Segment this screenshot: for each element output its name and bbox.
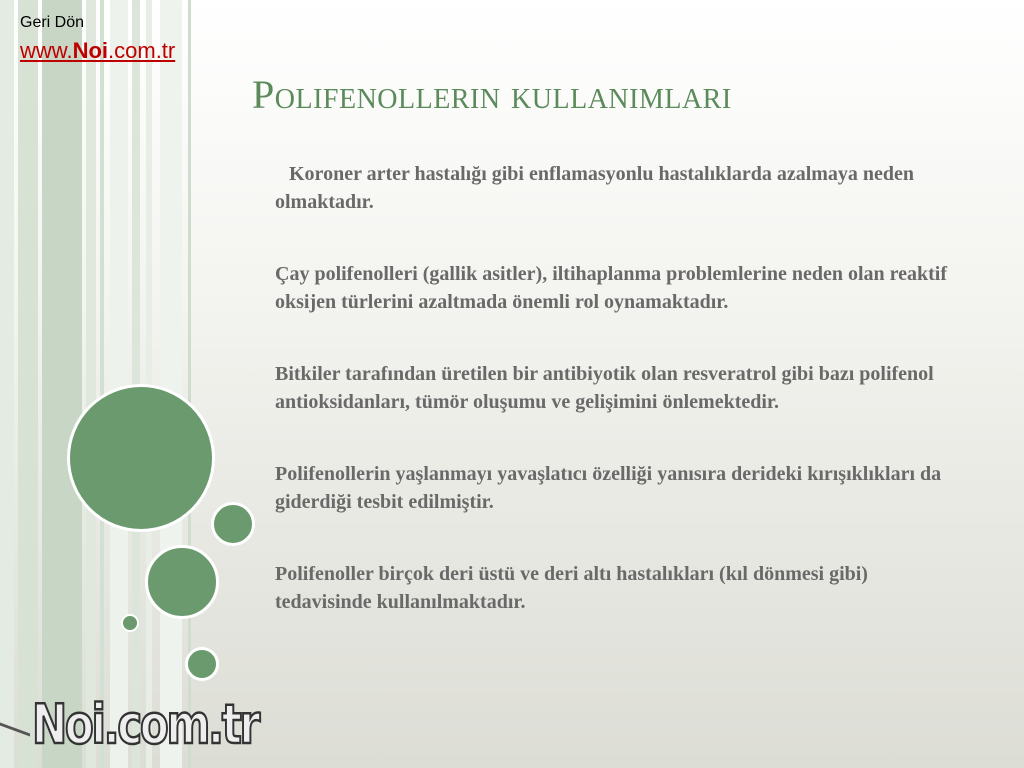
paragraph-1: Koroner arter hastalığı gibi enflamasyonlu hastalıklarda azalmaya neden olmaktadır. bbox=[275, 163, 915, 213]
paragraph-5: Polifenoller birçok deri üstü ve deri altı hastalıkları (kıl dönmesi gibi) tedavisinde kullanılmaktadır. bbox=[275, 563, 868, 613]
decorative-circle-tiny bbox=[121, 614, 139, 632]
decorative-stripes bbox=[0, 0, 200, 768]
paragraph-4: Polifenollerin yaşlanmayı yavaşlatıcı özelliği yanısıra derideki kırışıklıkları da giderdiği tesbit edilmiştir. bbox=[275, 463, 942, 513]
watermark-logo: Noi.com.tr bbox=[32, 693, 258, 756]
decorative-circle-small bbox=[211, 502, 255, 546]
decorative-circle-mini bbox=[185, 647, 219, 681]
back-link[interactable]: Geri Dön bbox=[20, 14, 85, 31]
site-link-prefix: www. bbox=[20, 38, 73, 63]
paragraph-3: Bitkiler tarafından üretilen bir antibiyotik olan resveratrol gibi bazı polifenol antioksidanları, tümör oluşumu ve gelişimini önlemektedir. bbox=[275, 363, 934, 413]
decorative-circle-medium bbox=[145, 545, 219, 619]
slide-content bbox=[275, 160, 965, 660]
slide-title: Polifenollerin kullanimlari bbox=[252, 72, 732, 117]
site-link-suffix: .com.tr bbox=[108, 38, 176, 63]
site-link-brand: Noi bbox=[72, 38, 109, 63]
decorative-circle-large bbox=[67, 384, 215, 532]
paragraph-2: Çay polifenolleri (gallik asitler), iltihaplanma problemlerine neden olan reaktif oksijen türlerini azaltmada önemli rol oynamaktadır. bbox=[275, 263, 948, 313]
site-link[interactable] bbox=[20, 38, 175, 64]
